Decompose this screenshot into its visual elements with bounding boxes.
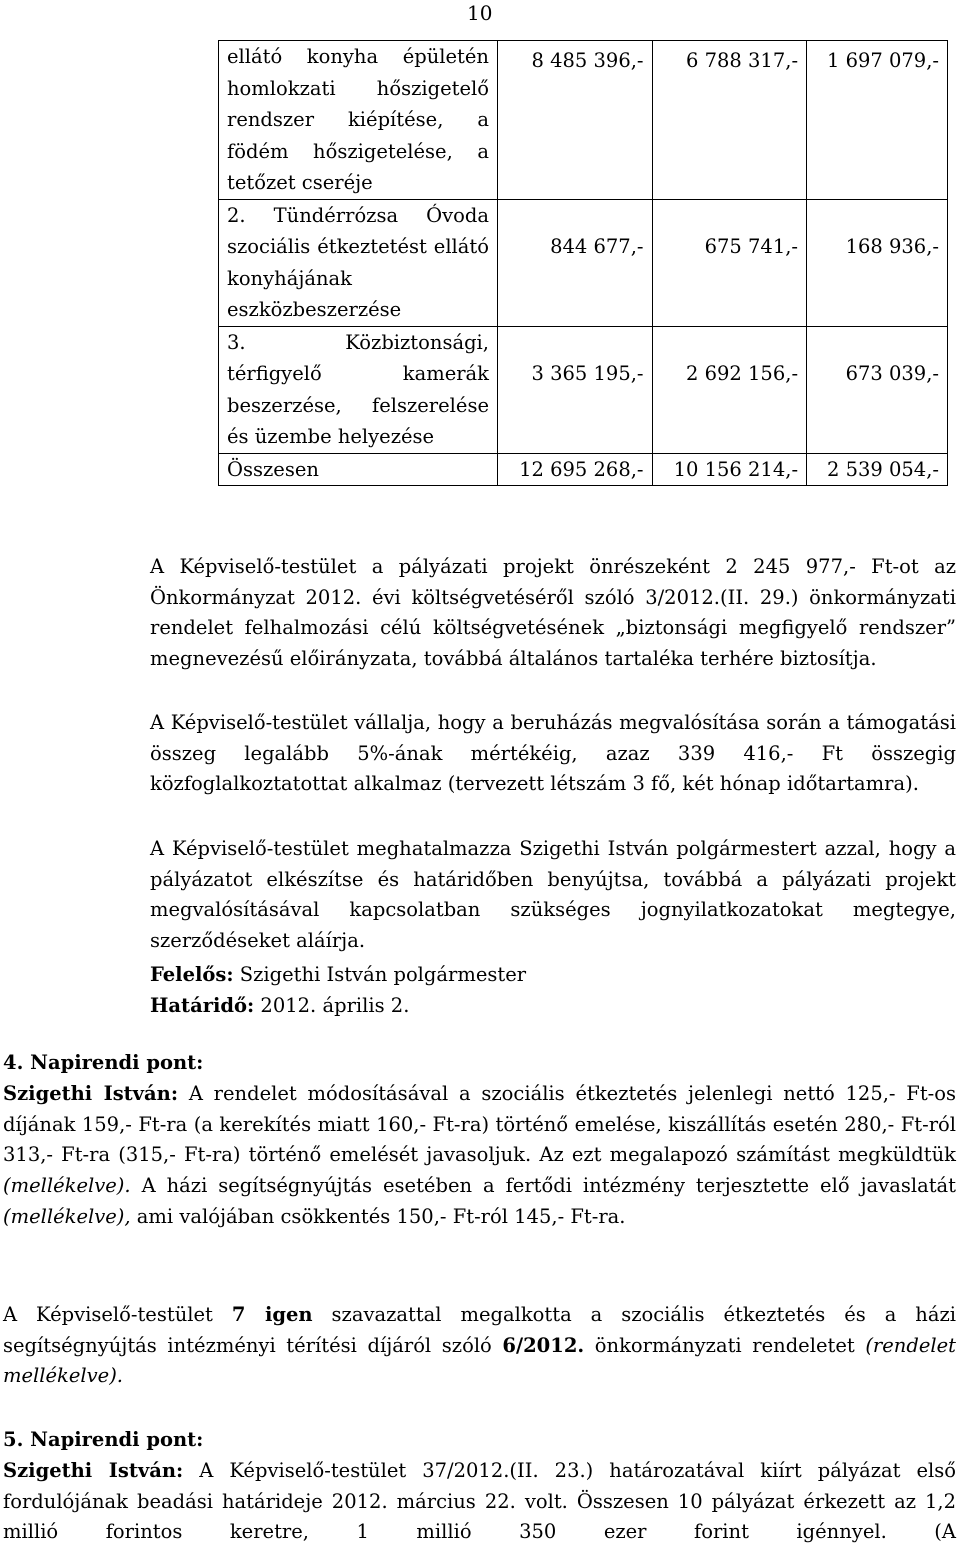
table-row-total bbox=[219, 453, 948, 486]
table-cell-total: 8 485 396,- bbox=[498, 41, 653, 200]
table-cell-total: 3 365 195,- bbox=[498, 326, 653, 453]
resolution-paragraph-employment: A Képviselő-testület vállalja, hogy a beruházás megvalósítása során a támogatási összeg legalább 5%-ának mértékéig, azaz 339 416,- Ft összegig közfoglalkoztatottat alkalmaz (tervezett létszám 3 fő, két hónap időtartamra). bbox=[150, 711, 956, 796]
resolution-paragraph-funding: A Képviselő-testület a pályázati projekt önrészeként 2 245 977,- Ft-ot az Önkormányzat 2012. évi költségvetéséről szóló 3/2012.(II. 29.) önkormányzati rendelet felhalmozási célú költségvetésének „biztonsági megfigyelő rendszer” megnevezésű előirányzata, továbbá általános tartaléka terhére biztosítja. bbox=[150, 555, 956, 671]
table-row bbox=[219, 199, 948, 326]
table-cell-total: 844 677,- bbox=[498, 199, 653, 326]
table-cell-description: Összesen bbox=[219, 453, 498, 486]
table-cell-grant: 2 692 156,- bbox=[652, 326, 807, 453]
table-cell-own-share: 168 936,- bbox=[807, 199, 948, 326]
speaker-name: Szigethi István: bbox=[3, 1459, 184, 1482]
table-row bbox=[219, 326, 948, 453]
responsible-label: Felelős: bbox=[150, 963, 234, 986]
deadline-value: 2012. április 2. bbox=[254, 994, 410, 1017]
responsible-value: Szigethi István polgármester bbox=[233, 963, 527, 986]
section-4-heading: 4. Napirendi pont: bbox=[3, 1051, 204, 1074]
table-cell-total: 12 695 268,- bbox=[498, 453, 653, 486]
table-cell-grant: 675 741,- bbox=[652, 199, 807, 326]
table-cell-own-share: 673 039,- bbox=[807, 326, 948, 453]
table-cell-own-share: 2 539 054,- bbox=[807, 453, 948, 486]
section-4-body: Szigethi István: A rendelet módosításával a szociális étkeztetés jelenlegi nettó 125,- Ft-os díjának 159,- Ft-ra (a kerekítés miatt 160,- Ft-ra) történő emelése, kiszállítás esetén 280,- Ft-ról 313,- Ft-ra (315,- Ft-ra) történő emelését javasoljuk. Az ezt megalapozó számítást megküldtük (mellékelve). A házi segítségnyújtás esetében a fertődi intézmény terjesztette elő javaslatát (mellékelve), ami valójában csökkentés 150,- Ft-ról 145,- Ft-ra. bbox=[3, 1082, 957, 1228]
resolution-paragraph-authorization: A Képviselő-testület meghatalmazza Szigethi István polgármestert azzal, hogy a pályázatot elkészítse és határidőben benyújtsa, továbbá a pályázati projekt megvalósításával kapcsolatban szükséges jognyilatkozatokat megtegye, szerződéseket aláírja. bbox=[150, 837, 956, 953]
table-cell-description: ellátó konyha épületén homlokzati hőszigetelő rendszer kiépítése, a födém hőszigetelése, a tetőzet cseréje bbox=[219, 41, 498, 200]
budget-table bbox=[218, 40, 948, 486]
deadline-line bbox=[150, 991, 956, 1022]
responsible-line bbox=[150, 960, 956, 991]
table-row bbox=[219, 41, 948, 200]
section-5-body: Szigethi István: A Képviselő-testület 37/2012.(II. 23.) határozatával kiírt pályázat első fordulójának beadási határideje 2012. március 22. volt. Összesen 10 pályázat érkezett az 1,2 millió forintos keretre, 1 millió 350 ezer forint igénnyel. (A bbox=[3, 1459, 956, 1544]
speaker-name: Szigethi István: bbox=[3, 1082, 179, 1105]
table-cell-description: 3. Közbiztonsági, térfigyelő kamerák beszerzése, felszerelése és üzembe helyezése bbox=[219, 326, 498, 453]
table-cell-description: 2. Tündérrózsa Óvoda szociális étkeztetést ellátó konyhájának eszközbeszerzése bbox=[219, 199, 498, 326]
section-4-vote: A Képviselő-testület 7 igen szavazattal megalkotta a szociális étkeztetés és a házi segítségnyújtás intézményi térítési díjáról szóló 6/2012. önkormányzati rendeletet (rendelet mellékelve). bbox=[3, 1303, 956, 1388]
section-5-heading: 5. Napirendi pont: bbox=[3, 1428, 204, 1451]
table-cell-own-share: 1 697 079,- bbox=[807, 41, 948, 200]
table-cell-grant: 10 156 214,- bbox=[652, 453, 807, 486]
table-cell-grant: 6 788 317,- bbox=[652, 41, 807, 200]
deadline-label: Határidő: bbox=[150, 994, 255, 1017]
page-number: 10 bbox=[467, 1, 493, 25]
